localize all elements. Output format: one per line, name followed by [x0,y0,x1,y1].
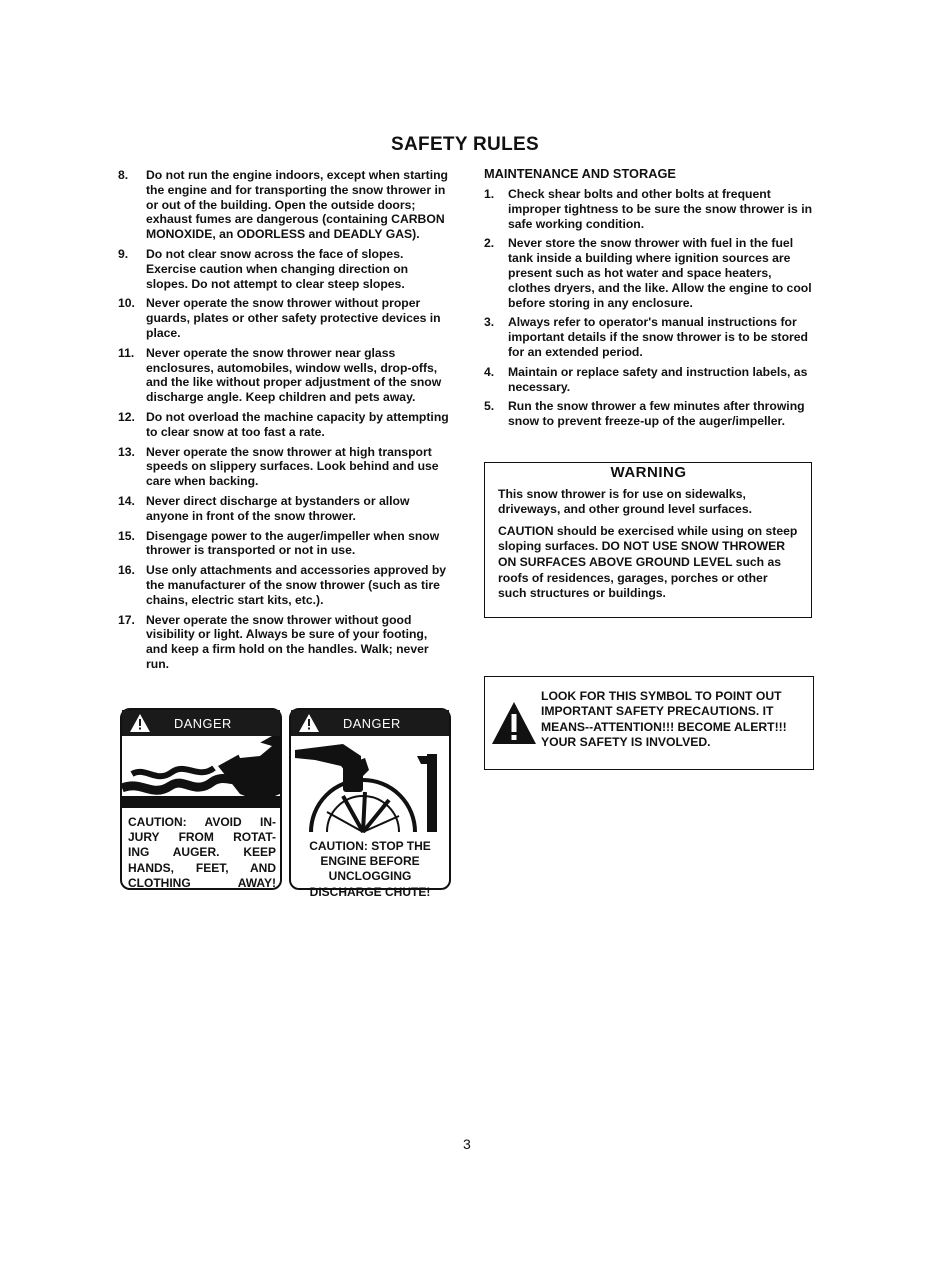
list-item [484,365,814,395]
list-item [484,187,814,231]
discharge-chute-impeller-icon [291,736,449,832]
warning-paragraph-1: This snow thrower is for use on sidewalks, driveways, and other ground level surfaces. [498,486,752,517]
chute-danger-decal [289,708,451,899]
decal-caption-line: CLOTHING AWAY! [128,875,276,890]
decal-caption-line: UNCLOGGING [328,869,412,884]
rule-text: Never operate the snow thrower without proper guards, plates or other safety protective devices in place. [146,296,441,340]
list-item [118,296,452,340]
rule-number: 16. [118,563,135,578]
list-item [118,613,452,672]
rule-text: Never operate the snow thrower without good visibility or light. Always be sure of your footing, and keep a firm hold on the handles. Walk; never run. [146,612,429,671]
warning-triangle-icon [130,714,150,732]
list-item [118,445,452,489]
warning-triangle-icon [299,714,319,732]
list-item [118,529,452,559]
warning-paragraph-2: CAUTION should be exercised while using on steep sloping surfaces. DO NOT USE SNOW THROWER ON SURFACES ABOVE GROUND LEVEL such as roofs of residences, garages, porches or other such structures or buildings. [498,523,798,601]
maintenance-heading: MAINTENANCE AND STORAGE [484,166,676,181]
rotating-auger-hand-icon [122,736,280,808]
decal-caption-line: CAUTION: AVOID IN- [128,815,276,829]
decal-caption-line: CAUTION: STOP THE [309,839,431,853]
item-text: Check shear bolts and other bolts at frequent improper tightness to be sure the snow thrower is in safe working condition. [508,187,813,231]
list-item [118,494,452,524]
item-text: Never store the snow thrower with fuel in the fuel tank inside a building where ignition sources are present such as hot water and space heaters, clothes dryers, and the like. Allow the engine to cool before storing in any enclosure. [508,236,812,310]
rule-number: 8. [118,168,129,182]
page-number: 3 [463,1136,471,1152]
rule-number: 12. [118,409,135,424]
item-number: 5. [484,399,495,414]
decal-caption [291,837,449,900]
rule-text: Disengage power to the auger/impeller when snow thrower is transported or not in use. [146,528,440,558]
rule-text: Do not clear snow across the face of slopes. Exercise caution when changing direction on slopes. Do not attempt to clear steep slopes. [146,246,409,291]
rule-number: 15. [118,528,135,543]
list-item [484,315,814,359]
rule-number: 17. [118,612,135,627]
item-number: 1. [484,187,495,201]
decal-header-label: DANGER [174,715,232,731]
list-item [484,399,814,429]
list-item [118,410,452,440]
rule-text: Do not overload the machine capacity by attempting to clear snow at too fast a rate. [146,409,449,439]
warning-box [484,462,812,618]
decal-caption-line: HANDS, FEET, AND [128,860,276,875]
item-number: 3. [484,315,495,330]
list-item [118,247,452,291]
rule-text: Never direct discharge at bystanders or allow anyone in front of the snow thrower. [146,493,410,523]
maintenance-list [484,187,814,434]
rule-number: 14. [118,493,135,508]
decal-caption-line: DISCHARGE CHUTE! [309,884,431,899]
safety-symbol-text: LOOK FOR THIS SYMBOL TO POINT OUT IMPORTANT SAFETY PRECAUTIONS. IT MEANS--ATTENTION!!! BECOME ALERT!!! YOUR SAFETY IS INVOLVED. [541,689,787,750]
list-item [118,563,452,607]
decal-caption-line: ENGINE BEFORE [320,854,420,869]
item-text: Maintain or replace safety and instruction labels, as necessary. [508,364,808,394]
decal-caption-line: ING AUGER. KEEP [128,845,276,860]
rule-text: Never operate the snow thrower at high transport speeds on slippery surfaces. Look behind and use care when backing. [146,444,439,489]
item-text: Run the snow thrower a few minutes after throwing snow to prevent freeze-up of the auger/impeller. [508,399,805,429]
list-item [118,168,452,242]
decal-caption-line: JURY FROM ROTAT- [128,830,276,845]
item-number: 4. [484,364,495,379]
rule-number: 9. [118,246,129,261]
item-text: Always refer to operator's manual instructions for important details if the snow thrower is to be stored for an extended period. [508,315,808,359]
rule-text: Do not run the engine indoors, except when starting the engine and for transporting the snow thrower in or out of the building. Open the outside doors; exhaust fumes are dangerous (containing CARBON MONOXIDE, an ODORLESS and DEADLY GAS). [146,168,448,242]
decal-header [122,710,280,736]
item-number: 2. [484,236,495,251]
page-title: SAFETY RULES [391,134,539,155]
decal-caption [122,813,280,891]
safety-symbol-box [484,676,814,770]
safety-rules-list [118,168,452,677]
list-item [484,236,814,310]
decal-header-label: DANGER [343,715,401,731]
rule-number: 11. [118,345,135,360]
rule-text: Use only attachments and accessories approved by the manufacturer of the snow thrower (such as tire chains, electric start kits, etc.). [146,563,447,607]
auger-danger-decal [120,708,282,890]
warning-title: WARNING [610,464,687,481]
rule-number: 10. [118,296,135,311]
rule-text: Never operate the snow thrower near glass enclosures, automobiles, window wells, drop-offs, and the like without proper adjustment of the snow discharge angle. Keep children and pets away. [146,345,442,405]
rule-number: 13. [118,444,135,459]
warning-triangle-icon [491,701,537,745]
list-item [118,346,452,405]
decal-header [291,710,449,736]
